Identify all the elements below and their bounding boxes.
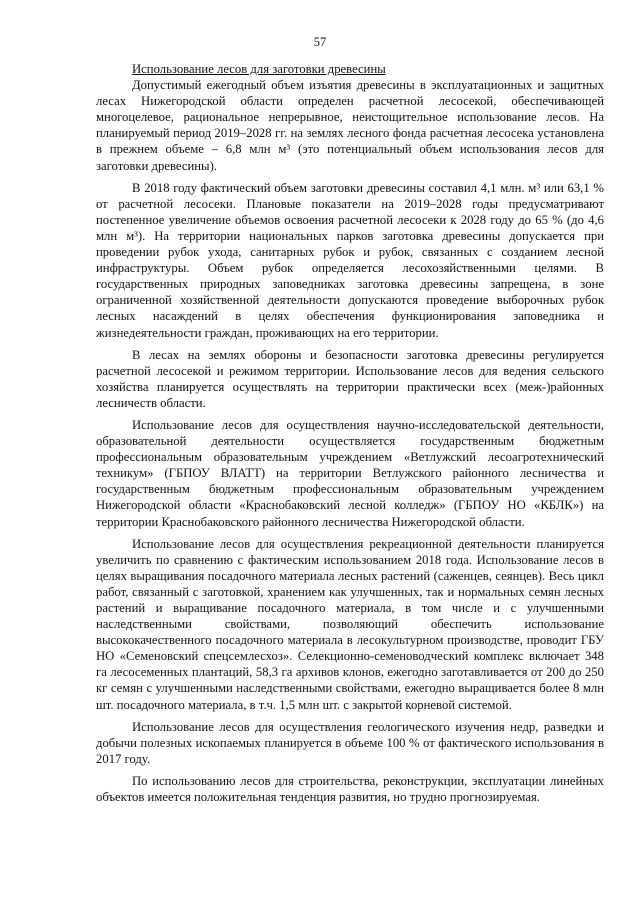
- page-body: [96, 61, 604, 811]
- paragraph-recreation-seedlings: Использование лесов для осуществления рекреационной деятельности планируется увеличить по сравнению с фактическим использованием 2018 года. Использование лесов в целях выращивания посадочного материала лесных растений (саженцев, сеянцев). Весь цикл работ, связанный с заготовкой, хранением как улучшенных, так и нормальных семян лесных растений и выращивание посадочного материала, в том числе и с улучшенными наследственными свойствами, позволяющий обеспечить использование высококачественного посадочного материала в лесокультурном производстве, проводит ГБУ НО «Семеновский спецсемлесхоз». Селекционно-семеноводческий комплекс включает 348 га лесосеменных плантаций, 58,3 га архивов клонов, ежегодно заготавливается от 200 до 250 кг семян с улучшенными наследственными свойствами, ежегодно выращивается более 8 млн шт. посадочного материала, в т.ч. 1,5 млн шт. с закрытой корневой системой.: [96, 536, 604, 712]
- paragraph-actual-harvest-2018: В 2018 году фактический объем заготовки древесины составил 4,1 млн. м³ или 63,1 % от расчетной лесосеки. Плановые показатели на 2019–2028 годы предусматривают постепенное увеличение объемов освоения расчетной лесосеки к 2028 году до 65 % (до 4,6 млн м³). На территории национальных парков заготовка древесины допускается при проведении рубок ухода, санитарных рубок и рубок, связанных с созданием лесной инфраструктуры. Объем рубок определяется лесохозяйственными целями. В государственных природных заповедниках заготовка древесины запрещена, в зоне ограниченной хозяйственной деятельности допускаются проведение выборочных рубок лесных насаждений в целях обеспечения функционирования заповедника и жизнедеятельности граждан, проживающих на его территории.: [96, 180, 604, 340]
- page-number: 57: [313, 35, 327, 49]
- section-heading: Использование лесов для заготовки древесины: [132, 62, 386, 76]
- paragraph-timber-harvest-volume: Допустимый ежегодный объем изъятия древесины в эксплуатационных и защитных лесах Нижегородской области определен расчетной лесосекой, обеспечивающей многоцелевое, рациональное непрерывное, неистощительное использование лесов. На планируемый период 2019–2028 гг. на землях лесного фонда расчетная лесосека установлена в прежнем объеме – 6,8 млн м³ (это потенциальный объем использования лесов для заготовки древесины).: [96, 78, 604, 173]
- paragraph-linear-objects: По использованию лесов для строительства, реконструкции, эксплуатации линейных объектов имеется положительная тенденция развития, но трудно прогнозируемая.: [96, 773, 604, 805]
- paragraph-research-education: Использование лесов для осуществления научно-исследовательской деятельности, образовательной деятельности осуществляется государственным бюджетным профессиональным образовательным учреждением «Ветлужский лесоагротехнический техникум» (ГБПОУ ВЛАТТ) на территории Ветлужского районного лесничества и государственным бюджетным профессиональным образовательным учреждением Нижегородской области «Краснобаковский лесной колледж» (ГБПОУ НО «КБЛК») на территории Краснобаковского районного лесничества Нижегородской области.: [96, 417, 604, 529]
- paragraph-geological-study: Использование лесов для осуществления геологического изучения недр, разведки и добычи полезных ископаемых планируется в объеме 100 % от фактического использования в 2017 году.: [96, 719, 604, 766]
- paragraph-defense-lands-agriculture: В лесах на землях обороны и безопасности заготовка древесины регулируется расчетной лесосекой и режимом территории. Использование лесов для ведения сельского хозяйства планируется осуществлять на территории практически всех (меж-)районных лесничеств области.: [96, 347, 604, 410]
